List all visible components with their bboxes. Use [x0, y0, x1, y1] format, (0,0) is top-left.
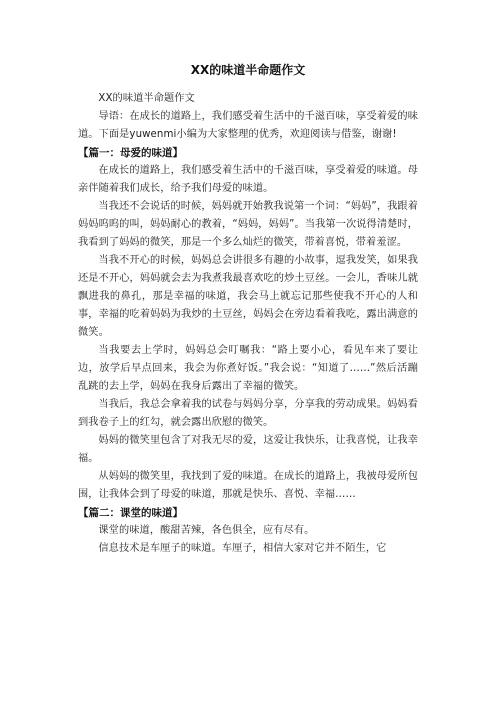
paragraph: 妈妈的微笑里包含了对我无尽的爱，这爱让我快乐，让我喜悦，让我幸福。 — [78, 435, 418, 464]
paragraph: 当我还不会说话的时候，妈妈就开始教我说第一个词：“妈妈”，我跟着妈妈呜呜的叫，妈妈耐心的教着，“妈妈，妈妈”。当我第一次说得清楚时，我看到了妈妈的微笑，那是一个多么灿烂的微笑，带着喜悦，带着羞涩。 — [78, 201, 418, 248]
paragraph: 从妈妈的微笑里，我找到了爱的味道。在成长的道路上，我被母爱所包围，让我体会到了母爱的味道，那就是快乐、喜悦、幸福…… — [78, 471, 418, 500]
subtitle-line: XX的味道半命题作文 — [98, 93, 195, 104]
section-heading-1: 【篇一：母爱的味道】 — [78, 147, 183, 159]
section-heading-2: 【篇二：课堂的味道】 — [78, 507, 183, 519]
paragraph: 当我要去上学时，妈妈总会叮嘱我：“路上要小心，看见车来了要让边，放学后早点回来，我会为你煮好饭。”我会说：“知道了……”然后活蹦乱跳的去上学，妈妈在我身后露出了幸福的微笑。 — [78, 345, 418, 392]
document-title: XX的味道半命题作文 — [190, 63, 306, 77]
paragraph: 当我后，我总会拿着我的试卷与妈妈分享，分享我的劳动成果。妈妈看到我卷子上的红勾，就会露出欣慰的微笑。 — [78, 399, 418, 428]
paragraph: 当我不开心的时候，妈妈总会讲很多有趣的小故事，逗我发笑，如果我还是不开心，妈妈就会去为我煮我最喜欢吃的炒土豆丝。一会儿，香味儿就飘进我的鼻孔，那是幸福的味道，我会马上就忘记那些使我不开心的人和事，幸福的吃着妈妈为我炒的土豆丝，妈妈会在旁边看着我吃，露出满意的微笑。 — [78, 255, 418, 338]
paragraph: 在成长的道路上，我们感受着生活中的千滋百味，享受着爱的味道。母亲伴随着我们成长，给予我们母爱的味道。 — [78, 165, 418, 194]
paragraph: 课堂的味道，酸甜苦辣，各色俱全，应有尽有。 — [98, 525, 315, 536]
intro-paragraph: 导语：在成长的道路上，我们感受着生活中的千滋百味，享受着爱的味道。下面是yuwenmi小编为大家整理的优秀，欢迎阅读与借鉴，谢谢! — [78, 111, 418, 140]
paragraph: 信息技术是车厘子的味道。车厘子，相信大家对它并不陌生，它 — [98, 543, 387, 554]
